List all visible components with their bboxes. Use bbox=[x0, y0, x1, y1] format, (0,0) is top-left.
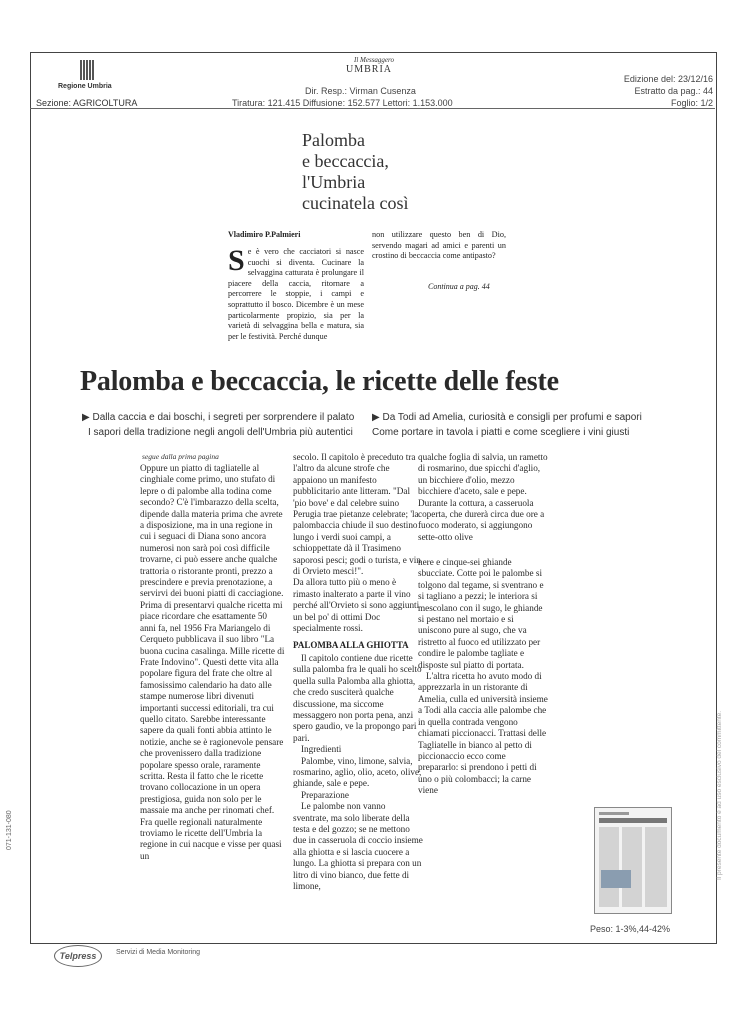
telpress-logo: Telpress bbox=[54, 945, 102, 967]
page-thumbnail bbox=[594, 807, 672, 914]
usage-note: Il presente documento è ad uso esclusivo del committente. bbox=[716, 710, 723, 880]
article-column-3a: qualche foglia di salvia, un rametto di rosmarino, due spicchi d'aglio, un bicchiere d'olio, mezzo bicchiere d'aceto, sale e pepe. Durante la cottura, a casseruola coperta, che durerà circa due ore a fuoco moderato, si aggiungono sette-otto olive bbox=[418, 452, 548, 542]
teaser-title: Palomba e beccaccia, l'Umbria cucinatela così bbox=[302, 130, 409, 213]
section-subhead: PALOMBA ALLA GHIOTTA bbox=[293, 639, 409, 650]
dropcap: S bbox=[228, 244, 245, 277]
article-column-3b: nere e cinque-sei ghiande sbucciate. Cotte poi le palombe si tolgono dal tegame, si sventrano e si tagliano a pezzi; le interiora si mescolano con il sugo, le ghiande si pestano nel mortaio e si uniscono pure al sugo, che va ristretto al fuoco ed utilizzato per condire le palombe tagliate e disposte sul piatto di portata. L'altra ricetta ho avuto modo di apprezzarla in un ristorante di Amelia, culla ed università insieme a Todi alla caccia alle palombe che in quella contrada vengono chiamati piccionacci. Trattasi delle Tagliatelle in bianco al petto di piccionaccio ecco come prepararlo: si prendono i petti di uno o più colombacci; la carne viene bbox=[418, 557, 548, 796]
sheet-number: Foglio: 1/2 bbox=[670, 98, 713, 108]
telpress-tagline: Servizi di Media Monitoring bbox=[116, 949, 201, 956]
teaser-column-1: Se è vero che cacciatori si nasce cuochi si diventa. Cucinare la selvaggina catturata è prolungare il piacere della caccia, ritornare a percorrere le stoppie, i campi e soprattutto il bosco. Dicembre è un mese particolarmente propizio, sia per la varietà di selvaggina bella e matura, sia per le festività. Perché dunque bbox=[228, 244, 364, 341]
edition-date: Edizione del: 23/12/16 bbox=[623, 74, 713, 84]
extract-page: Estratto da pag.: 44 bbox=[634, 86, 713, 96]
subheading-1: ▶ Dalla caccia e dai boschi, i segreti per sorprendere il palato bbox=[82, 412, 355, 423]
header-divider bbox=[30, 108, 715, 109]
article-column-2: secolo. Il capitolo è preceduto tra l'altro da alcune strofe che appaiono un manifesto pubblicitario ante litteram. "Dal 'pio bove' e dal celebre suino Perugia trae pietanze celebrate; 'la palombaccia chiude il suo destino lungo i verdi suoi campi, a schioppettate dà il Trasimeno saporosi pesci; godi o turista, e vin di Orvieto mesci!". Da allora tutto più o meno è rimasto inalterato a parte il vino perché all'Orvieto si sono aggiunti un bel po' di ottimi Doc specialmente rossi. PALOMBA ALLA GHIOTTA Il capitolo contiene due ricette sulla palomba fra le quali ho scelto quella sulla Palomba alla ghiotta, che credo susciterà qualche discussione, ma siccome messaggero non porta pena, anzi spero gaudio, ve la propongo pari pari. Ingredienti Palombe, vino, limone, salvia, rosmarino, aglio, olio, aceto, olive, ghiande, sale e pepe. Preparazione Le palombe non vanno sventrate, ma solo liberate della testa e del gozzo; se ne mettono due in casseruola di coccio insieme alla ghiotta e si lascia cuocere a lungo. La ghiotta si prepara con un litro di vino bianco, due fette di limone, bbox=[293, 452, 423, 892]
subheading-4: Come portare in tavola i piatti e come scegliere i vini giusti bbox=[372, 427, 630, 438]
teaser-column-2: non utilizzare questo ben di Dio, servendo magari ad amici e parenti un crostino di beccaccia come antipasto? bbox=[372, 230, 506, 261]
byline: Vladimiro P.Palmieri bbox=[228, 230, 301, 239]
article-headline: Palomba e beccaccia, le ricette delle feste bbox=[80, 366, 559, 397]
section-label: Sezione: AGRICOLTURA bbox=[36, 98, 138, 108]
subheading-2: I sapori della tradizione negli angoli dell'Umbria più autentici bbox=[88, 427, 353, 438]
subheading-3: ▶ Da Todi ad Amelia, curiosità e consigli per profumi e sapori bbox=[372, 412, 642, 423]
continued-from-note: segue dalla prima pagina bbox=[142, 452, 219, 461]
document-code: 071-131-080 bbox=[6, 810, 13, 850]
publication-name: UMBRIA bbox=[346, 64, 393, 75]
publication-small-title: Il Messaggero bbox=[354, 56, 394, 64]
region-name: Regione Umbria bbox=[58, 83, 112, 90]
circulation-info: Tiratura: 121.415 Diffusione: 152.577 Lettori: 1.153.000 bbox=[232, 98, 453, 108]
article-column-1: Oppure un piatto di tagliatelle al cinghiale come primo, uno stufato di lepre o di palombe alla todina come secondo? C'è l'imbarazzo della scelta, dipende dalla materia prima che avrete a disposizione, ma in una regione in cui i seguaci di Diana sono ancora numerosi non sarà poi così difficile trovarne, ci può essere anche qualche trattoria o ristorante pronti, prezzo a prescindere e previa prenotazione, a servirvi dei buoni piatti di cacciagione. Prima di presentarvi qualche ricetta mi piace ricordare che esattamente 50 anni fa, nel 1956 Fra Mariangelo di Cerqueto pubblicava il suo libro "La buona cucina casalinga. Mille ricette di Frate Indovino". Questi dette vita alla popolare figura del frate che oltre al famosissimo calendario ha dato alle stampe numerose libri divenuti importanti successi editoriali, tra cui quello citato. Sarebbe interessante sapere da quali fonti abbia attinto le notizie, anche se è ragionevole pensare che provenissero dalla tradizione popolare spesso orale, raramente scritta. Resta il fatto che le ricette trovano collocazione in un opera prestigiosa, guida non solo per le massaie ma anche per rinomati chef. Fra quelle regionali naturalmente troviamo le ricette dell'Umbria la regione in cui nacque e visse per quasi un bbox=[140, 463, 285, 861]
continue-note: Continua a pag. 44 bbox=[428, 282, 490, 291]
weight-info: Peso: 1-3%,44-42% bbox=[590, 924, 671, 934]
director: Dir. Resp.: Virman Cusenza bbox=[305, 86, 416, 96]
region-logo bbox=[80, 60, 94, 80]
